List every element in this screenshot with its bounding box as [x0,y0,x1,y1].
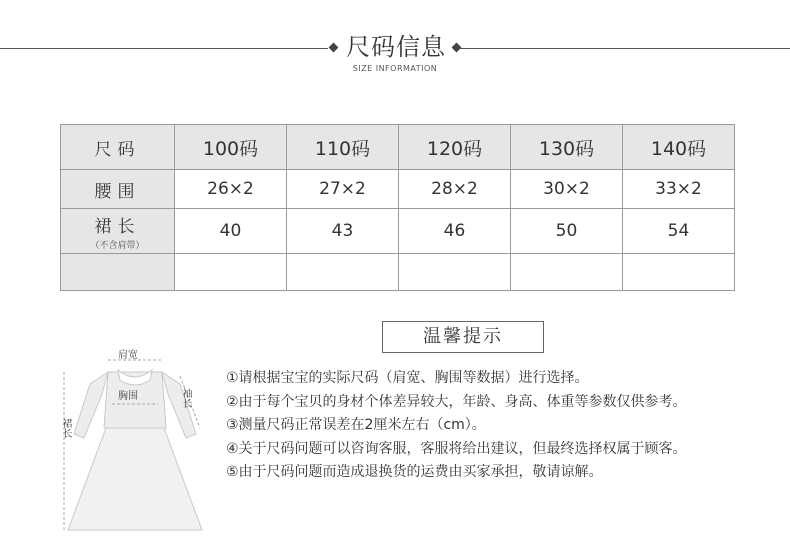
length-note: （不含肩带） [90,240,145,251]
length-label: 裙长 （不含肩带） [61,209,175,254]
length-diagram-label: 裙长 [60,418,71,438]
waist-value: 27×2 [287,170,399,209]
dress-illustration [54,342,214,542]
size-130: 130码 [511,125,623,170]
size-120: 120码 [399,125,511,170]
page-subtitle: SIZE INFORMATION [352,64,438,73]
empty-row [61,254,735,291]
waist-value: 30×2 [511,170,623,209]
tip-item: ④关于尺码问题可以咨询客服，客服将给出建议，但最终选择权属于顾客。 [226,440,687,457]
size-140: 140码 [623,125,735,170]
tips-title: 温馨提示 [382,321,544,353]
shoulder-label: 肩宽 [118,350,138,361]
sleeve-label: 袖长 [180,388,191,408]
tip-item: ①请根据宝宝的实际尺码（肩宽、胸围等数据）进行选择。 [226,370,589,386]
tips-list [226,367,687,485]
length-value: 54 [623,209,735,254]
waist-row [61,170,735,209]
tip-item: ⑤由于尺码问题而造成退换货的运费由买家承担，敬请谅解。 [226,464,603,480]
empty-cell [287,254,399,291]
size-header-label: 尺码 [61,125,175,170]
header-diamond-left [329,43,339,53]
size-110: 110码 [287,125,399,170]
empty-cell [61,254,175,291]
dress-diagram [54,342,214,542]
empty-cell [511,254,623,291]
header-rule-left [0,48,328,49]
length-value: 50 [511,209,623,254]
empty-cell [399,254,511,291]
waist-value: 33×2 [623,170,735,209]
chest-label: 胸围 [118,391,138,402]
empty-cell [175,254,287,291]
length-row [61,209,735,254]
waist-label: 腰围 [61,170,175,209]
header-rule-right [460,48,790,49]
empty-cell [623,254,735,291]
length-value: 46 [399,209,511,254]
waist-value: 26×2 [175,170,287,209]
tip-item: ②由于每个宝贝的身材个体差异较大，年龄、身高、体重等参数仅供参考。 [226,393,687,410]
size-header-row [61,125,735,170]
length-value: 43 [287,209,399,254]
size-100: 100码 [175,125,287,170]
size-table [60,124,735,291]
length-value: 40 [175,209,287,254]
tip-item: ③测量尺码正常误差在2厘米左右（cm）。 [226,417,486,433]
waist-value: 28×2 [399,170,511,209]
page-title: 尺码信息 [346,33,446,61]
